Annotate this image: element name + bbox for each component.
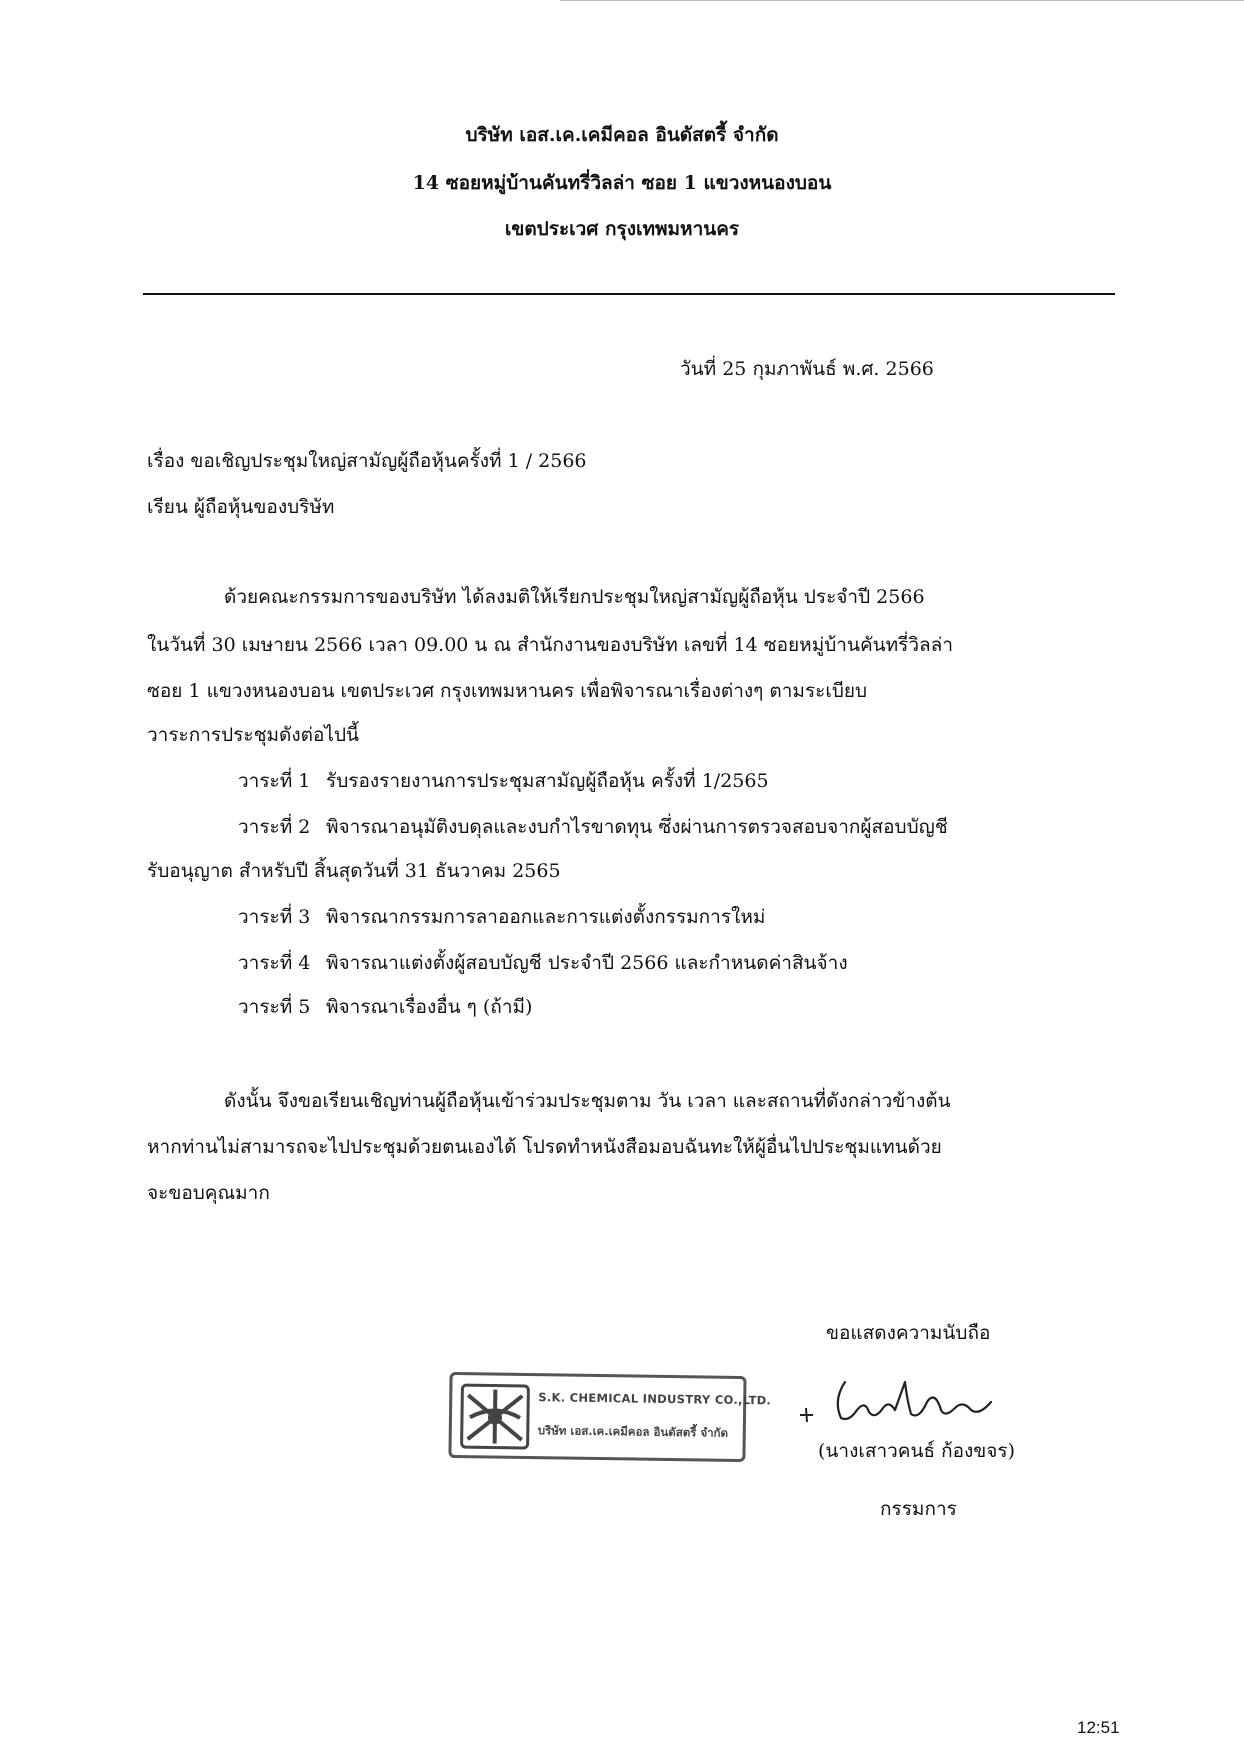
agenda-item-4-label: วาระที่ 4: [238, 952, 311, 974]
company-address-line2: เขตประเวศ กรุงเทพมหานคร: [504, 218, 740, 240]
agenda-item-2-continuation: รับอนุญาต สำหรับปี สิ้นสุดวันที่ 31 ธันวาคม 2565: [147, 860, 561, 882]
closing-line-3: จะขอบคุณมาก: [147, 1182, 270, 1204]
agenda-item-3-label: วาระที่ 3: [238, 906, 311, 928]
company-stamp: [448, 1372, 772, 1462]
agenda-item-5-label: วาระที่ 5: [238, 996, 311, 1018]
agenda-item-4-text: พิจารณาแต่งตั้งผู้สอบบัญชี ประจำปี 2566 และกำหนดค่าสินจ้าง: [326, 952, 848, 974]
agenda-item-1-label: วาระที่ 1: [238, 770, 311, 792]
agenda-item-3-text: พิจารณากรรมการลาออกและการแต่งตั้งกรรมการใหม่: [326, 906, 766, 928]
closing-line-1: ดังนั้น จึงขอเรียนเชิญท่านผู้ถือหุ้นเข้าร่วมประชุมตาม วัน เวลา และสถานที่ดังกล่าวข้างต้น: [224, 1090, 951, 1112]
intro-line-3: ซอย 1 แขวงหนองบอน เขตประเวศ กรุงเทพมหานคร เพื่อพิจารณาเรื่องต่างๆ ตามระเบียบ: [147, 680, 868, 702]
agenda-item-5-text: พิจารณาเรื่องอื่น ๆ (ถ้ามี): [326, 996, 533, 1018]
stamp-english-name: S.K. CHEMICAL INDUSTRY CO.,LTD.: [538, 1390, 772, 1408]
intro-line-4: วาระการประชุมดังต่อไปนี้: [147, 724, 359, 746]
closing-line-2: หากท่านไม่สามารถจะไปประชุมด้วยตนเองได้ โปรดทำหนังสือมอบฉันทะให้ผู้อื่นไปประชุมแทนด้วย: [147, 1136, 942, 1158]
intro-line-2: ในวันที่ 30 เมษายน 2566 เวลา 09.00 น ณ สำนักงานของบริษัท เลขที่ 14 ซอยหมู่บ้านคันทรี่วิลล่า: [147, 634, 953, 656]
scan-edge-line: [560, 0, 1244, 1]
agenda-item-2-label: วาระที่ 2: [238, 816, 311, 838]
signatory-name: (นางเสาวคนธ์ ก้องขจร): [818, 1440, 1016, 1462]
closing-regards: ขอแสดงความนับถือ: [826, 1322, 991, 1344]
signatory-title: กรรมการ: [880, 1498, 957, 1520]
stamp-thai-name: บริษัท เอส.เค.เคมีคอล อินดัสตรี้ จำกัด: [537, 1423, 729, 1440]
agenda-item-1-text: รับรองรายงานการประชุมสามัญผู้ถือหุ้น ครั้งที่ 1/2565: [326, 770, 769, 792]
agenda-item-2-text: พิจารณาอนุมัติงบดุลและงบกำไรขาดทุน ซึ่งผ่านการตรวจสอบจากผู้สอบบัญชี: [326, 816, 948, 838]
letter-date: วันที่ 25 กุมภาพันธ์ พ.ศ. 2566: [680, 358, 934, 380]
company-logo-icon: [460, 1383, 531, 1450]
header-divider: [143, 293, 1115, 295]
company-address-line1: 14 ซอยหมู่บ้านคันทรี่วิลล่า ซอย 1 แขวงหนองบอน: [412, 172, 832, 194]
company-name: บริษัท เอส.เค.เคมีคอล อินดัสตรี้ จำกัด: [465, 124, 779, 146]
page-time: 12:51: [1077, 1718, 1120, 1737]
letter-subject: เรื่อง ขอเชิญประชุมใหญ่สามัญผู้ถือหุ้นครั้งที่ 1 / 2566: [147, 450, 587, 472]
letter-recipient: เรียน ผู้ถือหุ้นของบริษัท: [147, 496, 335, 518]
intro-line-1: ด้วยคณะกรรมการของบริษัท ได้ลงมติให้เรียกประชุมใหญ่สามัญผู้ถือหุ้น ประจำปี 2566: [224, 586, 925, 608]
handwritten-signature: [795, 1360, 1015, 1430]
